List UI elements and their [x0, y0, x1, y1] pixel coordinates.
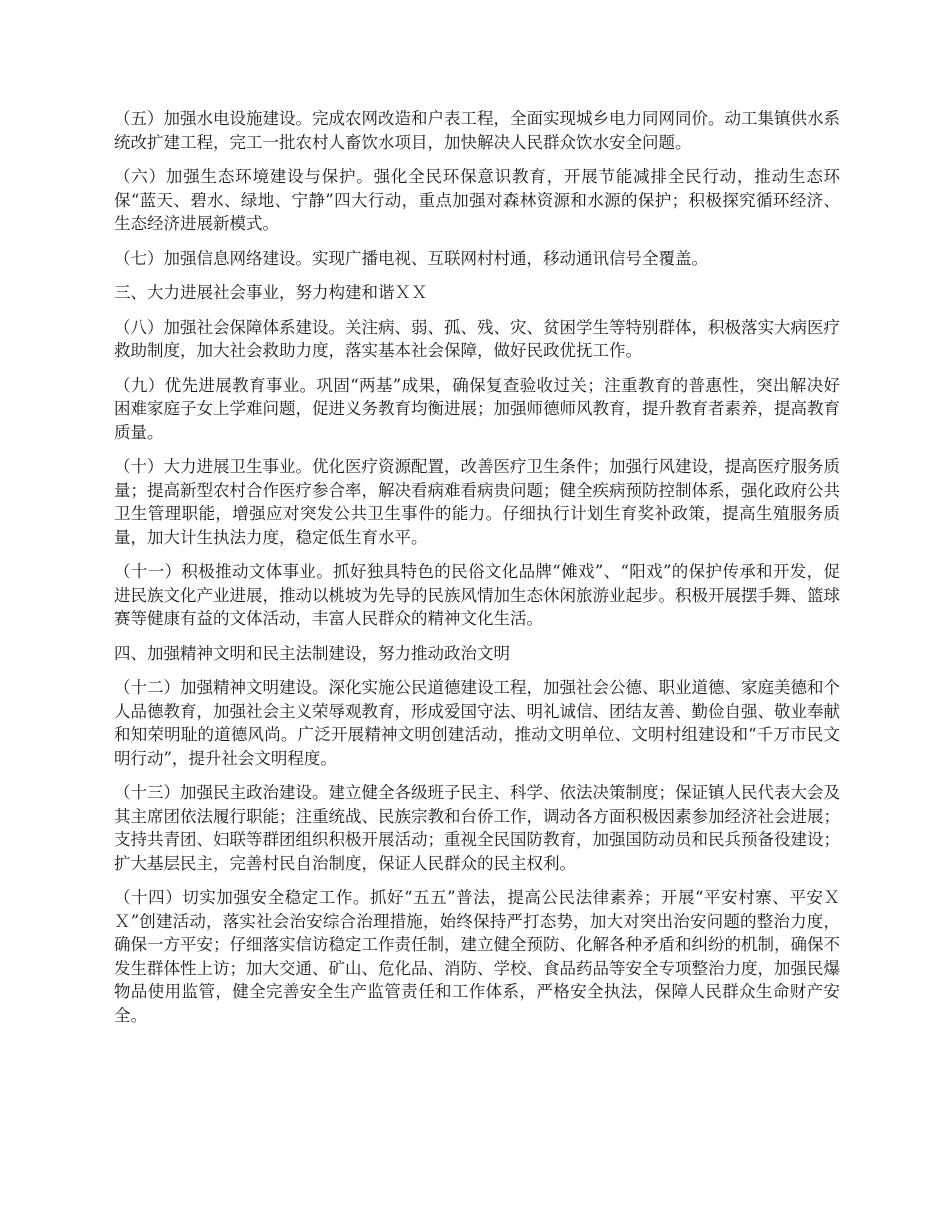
paragraph-democratic-politics: （十三）加强民主政治建设。建立健全各级班子民主、科学、依法决策制度；保证镇人民代表大会及其主席团依法履行职能；注重统战、民族宗教和台侨工作，调动各方面积极因素参加经济社会进展；支持共青团、妇联等群团组织积极开展活动；重视全民国防教育，加强国防动员和民兵预备役建设；扩大基层民主，完善村民自治制度，保证人民群众的民主权利。 — [114, 783, 840, 873]
section-heading-civilization: 四、加强精神文明和民主法制建设，努力推动政治文明 — [114, 643, 510, 663]
paragraph-health: （十）大力进展卫生事业。优化医疗资源配置，改善医疗卫生条件；加强行风建设，提高医疗服务质量；提高新型农村合作医疗参合率，解决看病难看病贵问题；健全疾病预防控制体系，强化政府公共卫生管理职能，增强应对突发公共卫生事件的能力。仔细执行计划生育奖补政策，提高生殖服务质量，加大计生执法力度，稳定低生育水平。 — [114, 457, 840, 547]
paragraph-ecology: （六）加强生态环境建设与保护。强化全民环保意识教育，开展节能减排全民行动，推动生态环保“蓝天、碧水、绿地、宁静”四大行动，重点加强对森林资源和水源的保护；积极探究循环经济、生态经济进展新模式。 — [114, 167, 840, 233]
document-body — [114, 107, 840, 1038]
section-heading-social: 三、大力进展社会事业，努力构建和谐ＸＸ — [114, 283, 428, 302]
paragraph-spiritual-civilization: （十二）加强精神文明建设。深化实施公民道德建设工程，加强社会公德、职业道德、家庭美德和个人品德教育，加强社会主义荣辱观教育，形成爱国守法、明礼诚信、团结友善、勤俭自强、敬业奉献和知荣明耻的道德风尚。广泛开展精神文明创建活动，推动文明单位、文明村组建设和“千万市民文明行动”，提升社会文明程度。 — [114, 678, 840, 768]
paragraph-network: （七）加强信息网络建设。实现广播电视、互联网村村通，移动通讯信号全覆盖。 — [114, 248, 708, 268]
paragraph-education: （九）优先进展教育事业。巩固“两基”成果，确保复查验收过关；注重教育的普惠性，突出解决好困难家庭子女上学难问题，促进义务教育均衡进展；加强师德师风教育，提升教育者素养，提高教育质量。 — [114, 375, 840, 442]
paragraph-social-security: （八）加强社会保障体系建设。关注病、弱、孤、残、灾、贫困学生等特别群体，积极落实大病医疗救助制度，加大社会救助力度，落实基本社会保障，做好民政优抚工作。 — [114, 317, 840, 360]
paragraph-water-electricity: （五）加强水电设施建设。完成农网改造和户表工程，全面实现城乡电力同网同价。动工集镇供水系统改扩建工程，完工一批农村人畜饮水项目，加快解决人民群众饮水安全问题。 — [114, 109, 840, 152]
paragraph-safety-stability: （十四）切实加强安全稳定工作。抓好“五五”普法，提高公民法律素养；开展“平安村寨、平安ＸＸ”创建活动，落实社会治安综合治理措施，始终保持严打态势，加大对突出治安问题的整治力度，确保一方平安；仔细落实信访稳定工作责任制，建立健全预防、化解各种矛盾和纠纷的机制，确保不发生群体性上访；加大交通、矿山、危化品、消防、学校、食品药品等安全专项整治力度，加强民爆物品使用监管，健全完善安全生产监管责任和工作体系，严格安全执法，保障人民群众生命财产安全。 — [114, 888, 840, 1025]
paragraph-culture-sports: （十一）积极推动文体事业。抓好独具特色的民俗文化品牌“傩戏”、“阳戏”的保护传承和开发，促进民族文化产业进展，推动以桃坡为先导的民族风情加生态休闲旅游业起步。积极开展摆手舞、篮球赛等健康有益的文体活动，丰富人民群众的精神文化生活。 — [114, 562, 840, 628]
